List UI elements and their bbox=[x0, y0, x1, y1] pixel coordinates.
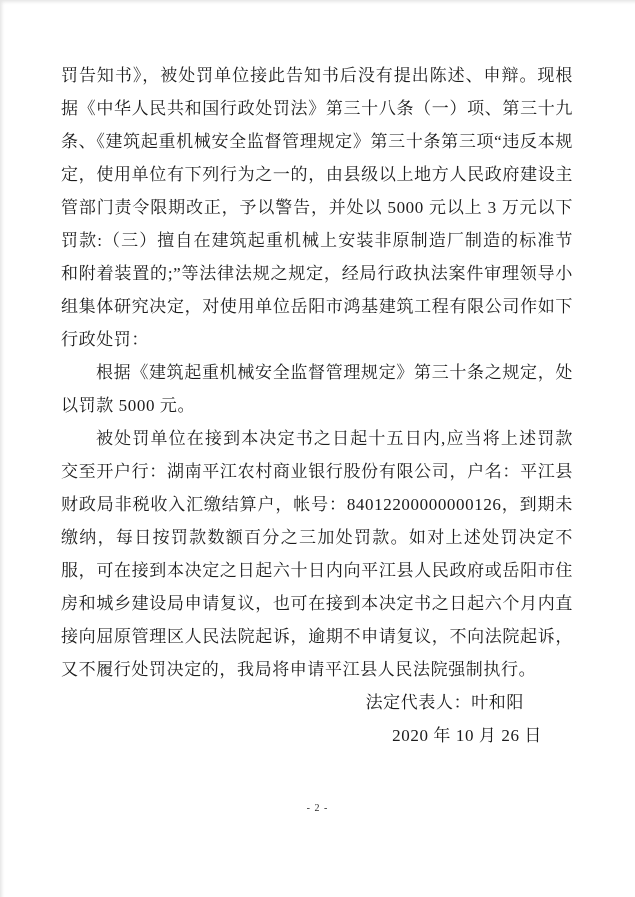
legal-representative-label: 法定代表人： bbox=[365, 693, 472, 712]
legal-representative-line bbox=[61, 686, 573, 719]
body-paragraph-payment-and-appeal: 被处罚单位在接到本决定书之日起十五日内,应当将上述罚款交至开户行：湖南平江农村商业银行股份有限公司，户名：平江县财政局非税收入汇缴结算户，帐号：84012200000000126，到期未缴纳，每日按罚款数额百分之三加处罚款。如对上述处罚决定不服，可在接到本决定之日起六十日内向平江县人民政府或岳阳市住房和城乡建设局申请复议，也可在接到本决定书之日起六个月内直接向屈原管理区人民法院起诉，逾期不申请复议，不向法院起诉，又不履行处罚决定的，我局将申请平江县人民法院强制执行。 bbox=[61, 429, 573, 679]
document-body bbox=[61, 59, 573, 752]
body-paragraph-penalty-decision: 根据《建筑起重机械安全监督管理规定》第三十条之规定，处以罚款 5000 元。 bbox=[61, 363, 573, 415]
body-paragraph-continuation: 罚告知书》，被处罚单位接此告知书后没有提出陈述、申辩。现根据《中华人民共和国行政处罚法》第三十八条（一）项、第三十九条、《建筑起重机械安全监督管理规定》第三十条第三项“违反本规定，使用单位有下列行为之一的，由县级以上地方人民政府建设主管部门责令限期改正，予以警告，并处以 5000 元以上 3 万元以下罚款:（三）擅自在建筑起重机械上安装非原制造厂制造的标准节和附着装置的;”等法律法规之规定，经局行政执法案件审理领导小组集体研究决定，对使用单位岳阳市鸿基建筑工程有限公司作如下行政处罚： bbox=[61, 66, 573, 349]
page-number: - 2 - bbox=[306, 803, 329, 814]
signature-date: 2020 年 10 月 26 日 bbox=[392, 726, 542, 745]
legal-representative-name: 叶和阳 bbox=[471, 693, 524, 712]
